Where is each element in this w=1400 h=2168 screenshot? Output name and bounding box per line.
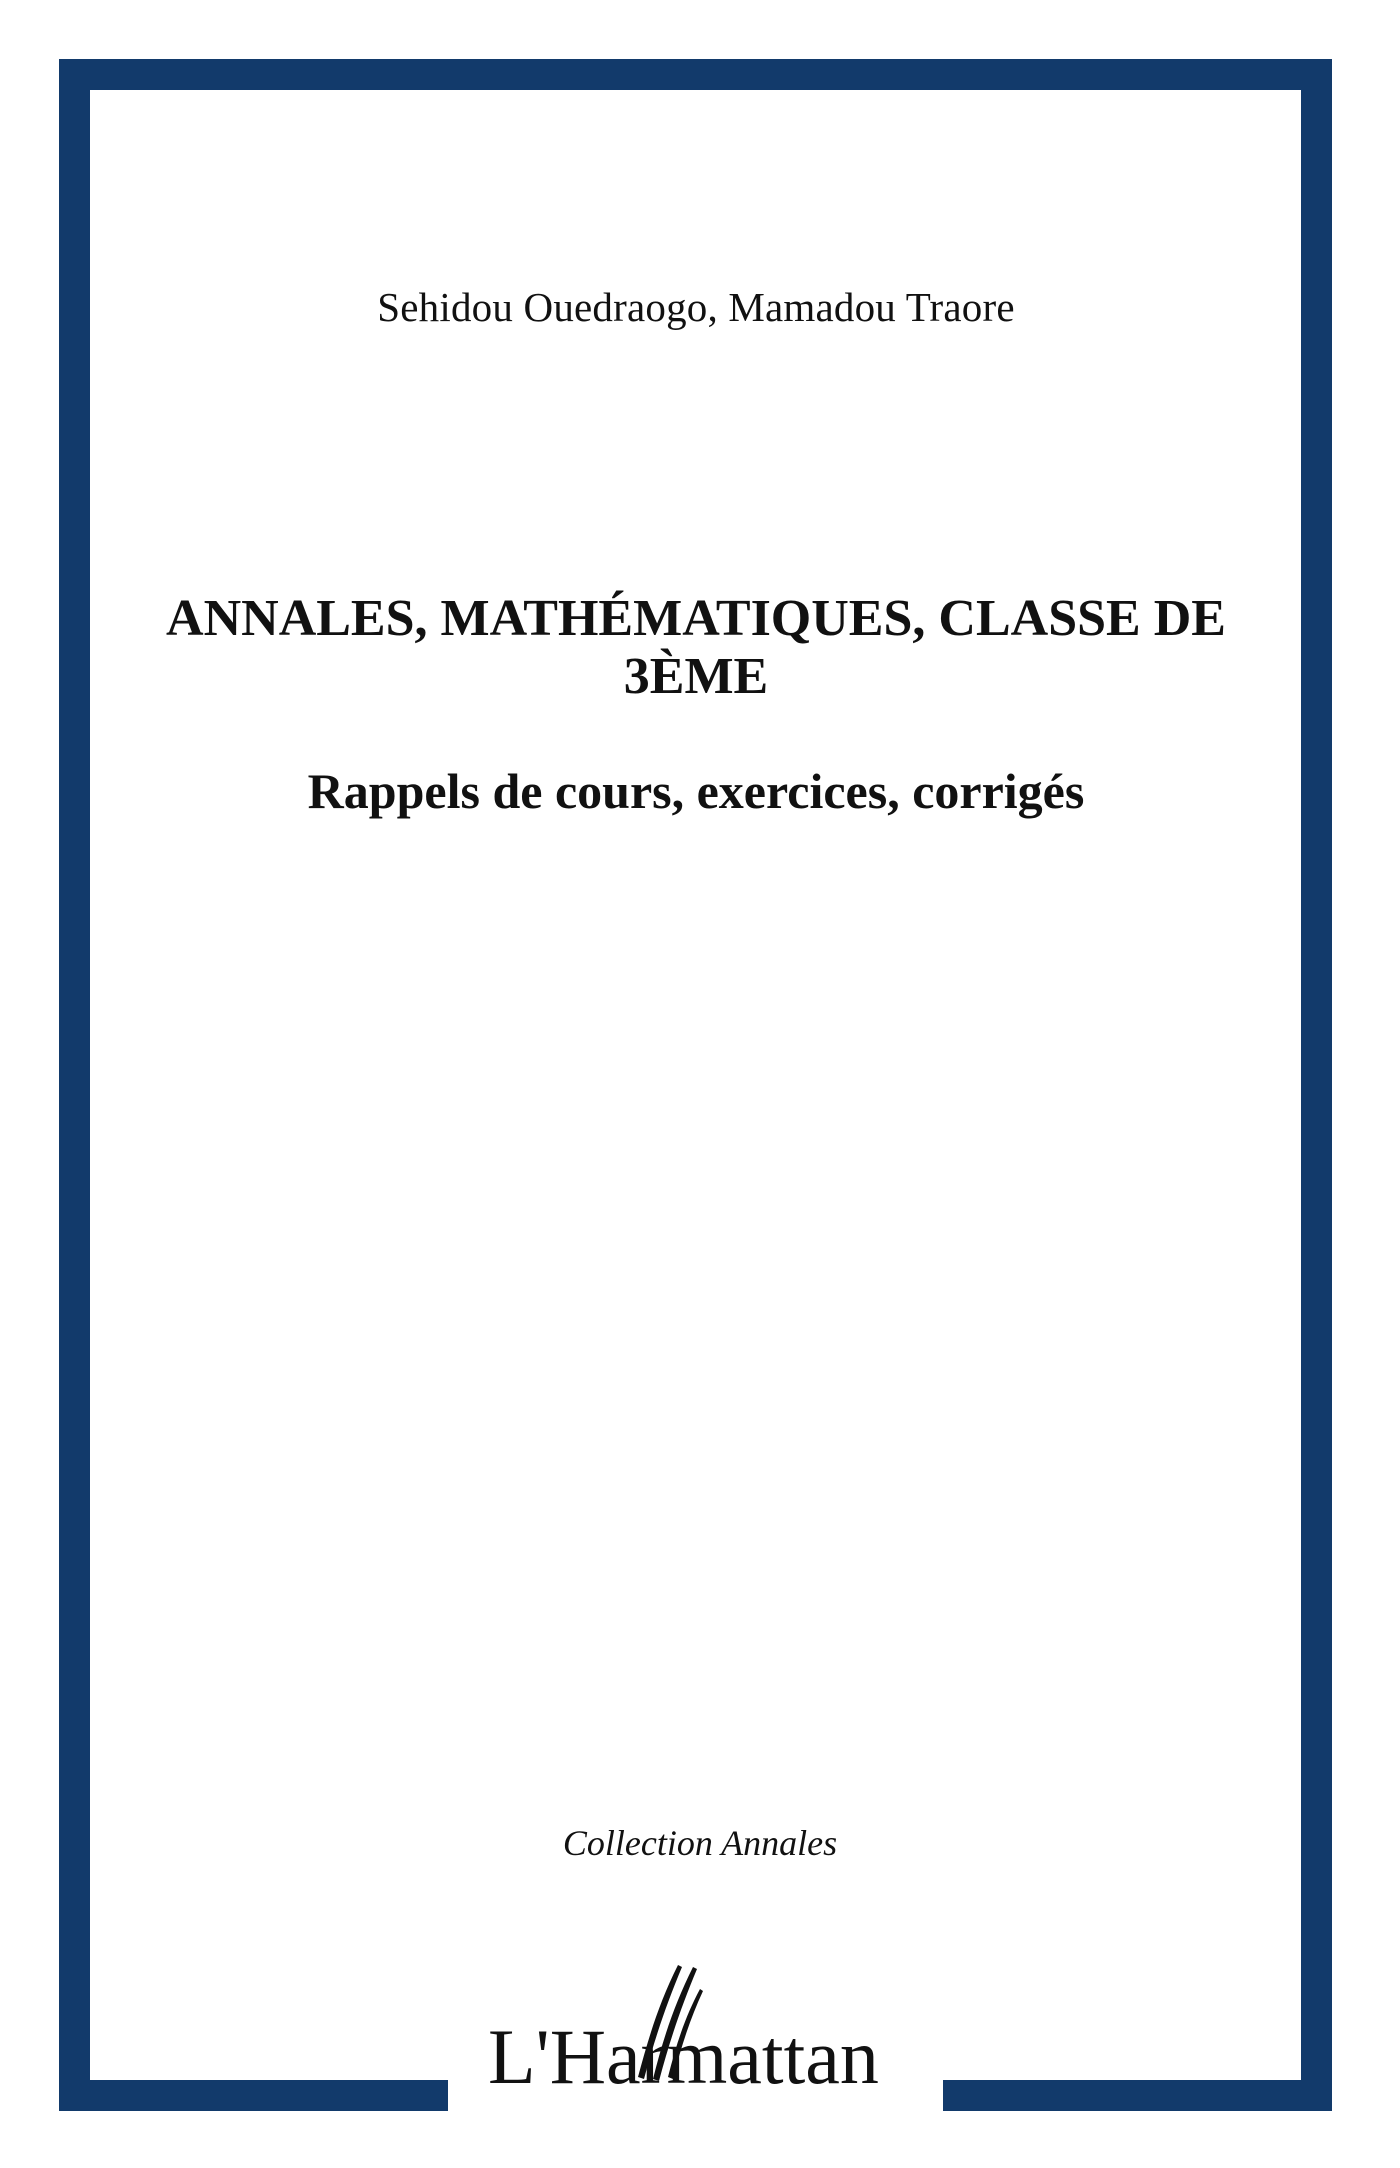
book-title: ANNALES, MATHÉMATIQUES, CLASSE DE 3ÈME bbox=[166, 590, 1226, 705]
frame-bottom-right-border bbox=[943, 2080, 1332, 2111]
frame-left-border bbox=[59, 59, 90, 2111]
frame-top-border bbox=[59, 59, 1332, 90]
collection-name: Collection Annales bbox=[562, 1823, 838, 1863]
frame-bottom-left-border bbox=[59, 2080, 448, 2111]
book-subtitle: Rappels de cours, exercices, corrigés bbox=[307, 763, 1085, 819]
frame-right-border bbox=[1301, 59, 1332, 2111]
publisher-logo bbox=[488, 1945, 908, 2095]
publisher-logo-text: L'Harmattan bbox=[488, 2013, 879, 2095]
authors: Sehidou Ouedraogo, Mamadou Traore bbox=[377, 284, 1015, 330]
